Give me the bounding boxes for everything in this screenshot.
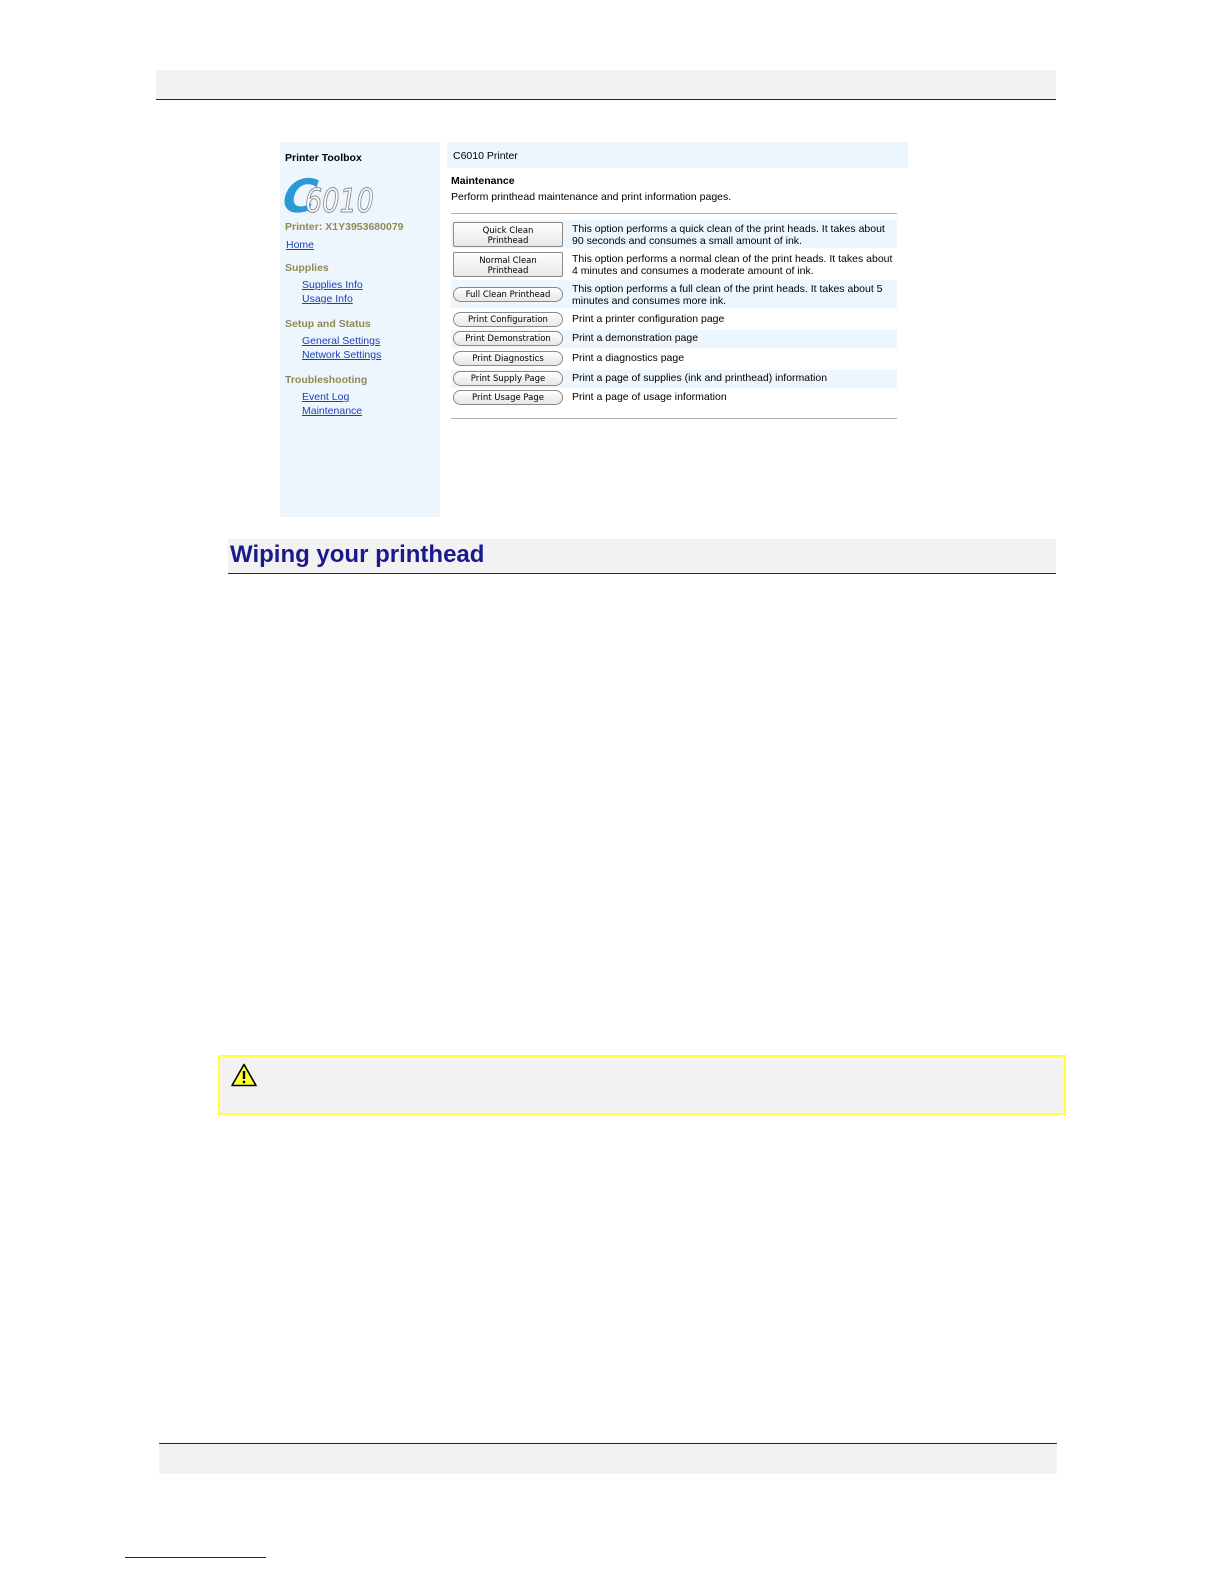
supplies-info-link[interactable]: Supplies Info [302,279,363,291]
page-footer-bar [159,1443,1057,1474]
toolbox-main-header [447,142,908,168]
action-row-print-configuration [451,311,897,329]
toolbox-sidebar [280,142,440,517]
row-description: This option performs a quick clean of the print heads. It takes about 90 seconds and consumes a small amount of ink. [572,223,885,247]
warning-icon [231,1063,257,1087]
action-row-print-usage-page [451,389,897,407]
print-diagnostics-button[interactable]: Print Diagnostics [453,351,563,366]
event-log-link[interactable]: Event Log [302,391,350,403]
row-description: Print a printer configuration page [572,313,725,325]
action-row-print-demonstration [451,330,897,348]
section-setup-and-status: Setup and Status [285,318,371,330]
home-link[interactable]: Home [286,239,315,251]
top-divider [451,213,897,214]
print-demonstration-button[interactable]: Print Demonstration [453,331,563,346]
row-description: This option performs a full clean of the print heads. It takes about 5 minutes and consumes more ink. [572,283,883,307]
print-usage-page-button[interactable]: Print Usage Page [453,390,563,405]
action-row-normal-clean [451,250,897,278]
printer-toolbox-screenshot [280,142,908,517]
quick-clean-button[interactable]: Quick Clean Printhead [453,222,563,247]
usage-info-link[interactable]: Usage Info [302,293,353,305]
footnote-rule [125,1557,266,1558]
bottom-divider [451,418,897,419]
page-header-bar [156,70,1056,100]
section-heading: Wiping your printhead [230,541,485,568]
action-row-print-supply-page [451,370,897,388]
row-description: Print a demonstration page [572,332,699,344]
section-troubleshooting: Troubleshooting [285,374,368,386]
print-configuration-button[interactable]: Print Configuration [453,312,563,327]
maintenance-description: Perform printhead maintenance and print information pages. [451,191,732,203]
normal-clean-button[interactable]: Normal Clean Printhead [453,252,563,277]
printer-id: Printer: X1Y3953680079 [285,221,404,233]
action-row-print-diagnostics [451,350,897,368]
maintenance-link[interactable]: Maintenance [302,405,363,417]
logo-model-number: 6010 [305,182,374,221]
row-description: Print a diagnostics page [572,352,685,364]
section-heading-bar [228,539,1056,574]
network-settings-link[interactable]: Network Settings [302,349,382,361]
action-row-quick-clean [451,220,897,248]
full-clean-button[interactable]: Full Clean Printhead [453,287,563,302]
general-settings-link[interactable]: General Settings [302,335,381,347]
svg-text:C: C [279,169,321,223]
row-description: Print a page of usage information [572,391,727,403]
row-description: This option performs a normal clean of the print heads. It takes about 4 minutes and consumes a moderate amount of ink. [572,253,893,277]
main-header-title: C6010 Printer [453,150,518,162]
section-supplies: Supplies [285,262,329,274]
caution-box [218,1055,1066,1115]
print-supply-page-button[interactable]: Print Supply Page [453,371,563,386]
toolbox-title: Printer Toolbox [285,152,362,164]
maintenance-title: Maintenance [451,175,515,187]
row-description: Print a page of supplies (ink and printhead) information [572,372,828,384]
c6010-logo [279,169,374,223]
action-row-full-clean [451,280,897,308]
